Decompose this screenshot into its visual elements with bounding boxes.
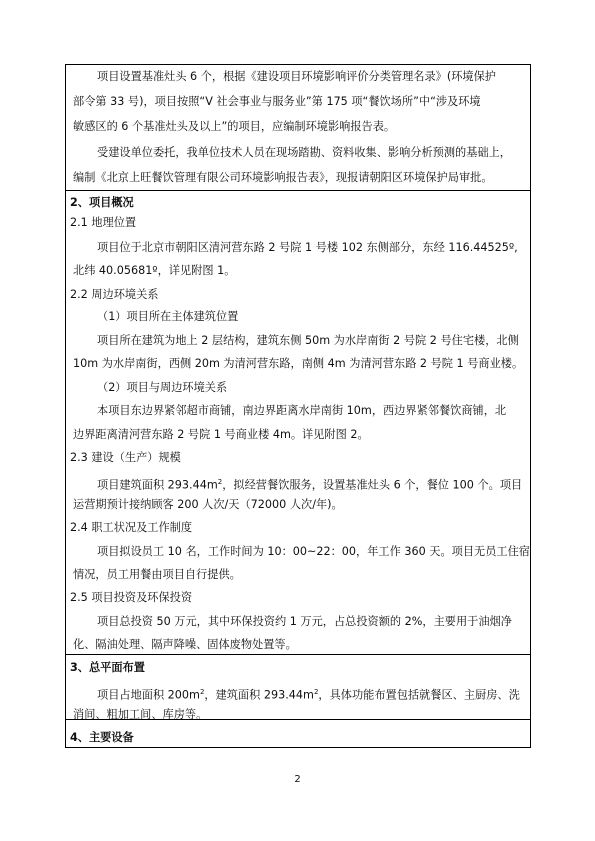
paragraph-line: 情况，员工用餐由项目自行提供。	[73, 568, 241, 581]
paragraph-line: 项目设置基准灶头 6 个，根据《建设项目环境影响评价分类管理名录》(环境保护	[97, 70, 496, 83]
sub-heading: （1）项目所在主体建筑位置	[97, 310, 239, 323]
subsection-heading: 2.1 地理位置	[70, 216, 137, 229]
paragraph-line: 受建设单位委托，我单位技术人员在现场踏勘、资料收集、影响分析预测的基础上，	[97, 146, 511, 159]
paragraph-line: 项目位于北京市朝阳区清河营东路 2 号院 1 号楼 102 东侧部分，东经 116.44525º,	[97, 241, 518, 254]
subsection-heading: 2.3 建设（生产）规模	[70, 451, 181, 464]
paragraph-line: 项目建筑面积 $293.44m^2$，拟经营餐饮服务，设置基准灶头 6 个，餐位 100 个。项目	[97, 478, 523, 492]
subsection-heading: 2.4 职工状况及工作制度	[70, 521, 193, 534]
paragraph-line: 编制《北京上旺餐饮管理有限公司环境影响报告表》，现报请朝阳区环境保护局审批。	[73, 171, 493, 184]
section-heading: 3、总平面布置	[70, 661, 145, 674]
paragraph-line: 边界距离清河营东路 2 号院 1 号商业楼 4m。详见附图 2。	[73, 428, 369, 441]
paragraph-line: 部令第 33 号)，项目按照“V 社会事业与服务业”第 175 项“餐饮场所”中“涉及环境	[73, 95, 481, 108]
sub-heading: （2）项目与周边环境关系	[97, 381, 228, 394]
paragraph-line: 敏感区的 6 个基准灶头及以上”的项目，应编制环境影响报告表。	[73, 120, 396, 133]
paragraph-line: 10m 为水岸南街，西侧 20m 为清河营东路，南侧 4m 为清河营东路 2 号院 1 号商业楼。	[73, 357, 524, 370]
page-number: 2	[294, 774, 301, 785]
paragraph-line: 项目所在建筑为地上 2 层结构，建筑东侧 50m 为水岸南街 2 号院 2 号住宅楼，北侧	[97, 334, 519, 347]
paragraph-line: 运营期预计接纳顾客 200 人次/天（72000 人次/年)。	[73, 498, 343, 511]
paragraph-line: 项目占地面积 $200m^2$，建筑面积 $293.44m^2$，具体功能布置包括就餐区、主厨房、洗	[97, 688, 520, 702]
paragraph-line: 北纬 40.05681º，详见附图 1。	[73, 264, 236, 277]
section-heading: 2、项目概况	[70, 196, 134, 209]
paragraph-line: 本项目东边界紧邻超市商铺，南边界距离水岸南街 10m，西边界紧邻餐饮商铺，北	[97, 404, 507, 417]
subsection-heading: 2.5 项目投资及环保投资	[70, 591, 193, 604]
paragraph-line: 消间、粗加工间、库房等。	[73, 708, 208, 721]
paragraph-line: 项目总投资 50 万元，其中环保投资约 1 万元，占总投资额的 2%，主要用于油烟净	[97, 615, 512, 628]
divider	[66, 654, 530, 655]
paragraph-line: 项目拟设员工 10 名，工作时间为 10：00~22：00，年工作 360 天。项目无员工住宿	[97, 545, 530, 558]
divider	[66, 190, 530, 191]
paragraph-line: 化、隔油处理、隔声降噪、固体废物处置等。	[73, 638, 297, 651]
subsection-heading: 2.2 周边环境关系	[70, 288, 159, 301]
section-heading: 4、主要设备	[70, 731, 134, 744]
